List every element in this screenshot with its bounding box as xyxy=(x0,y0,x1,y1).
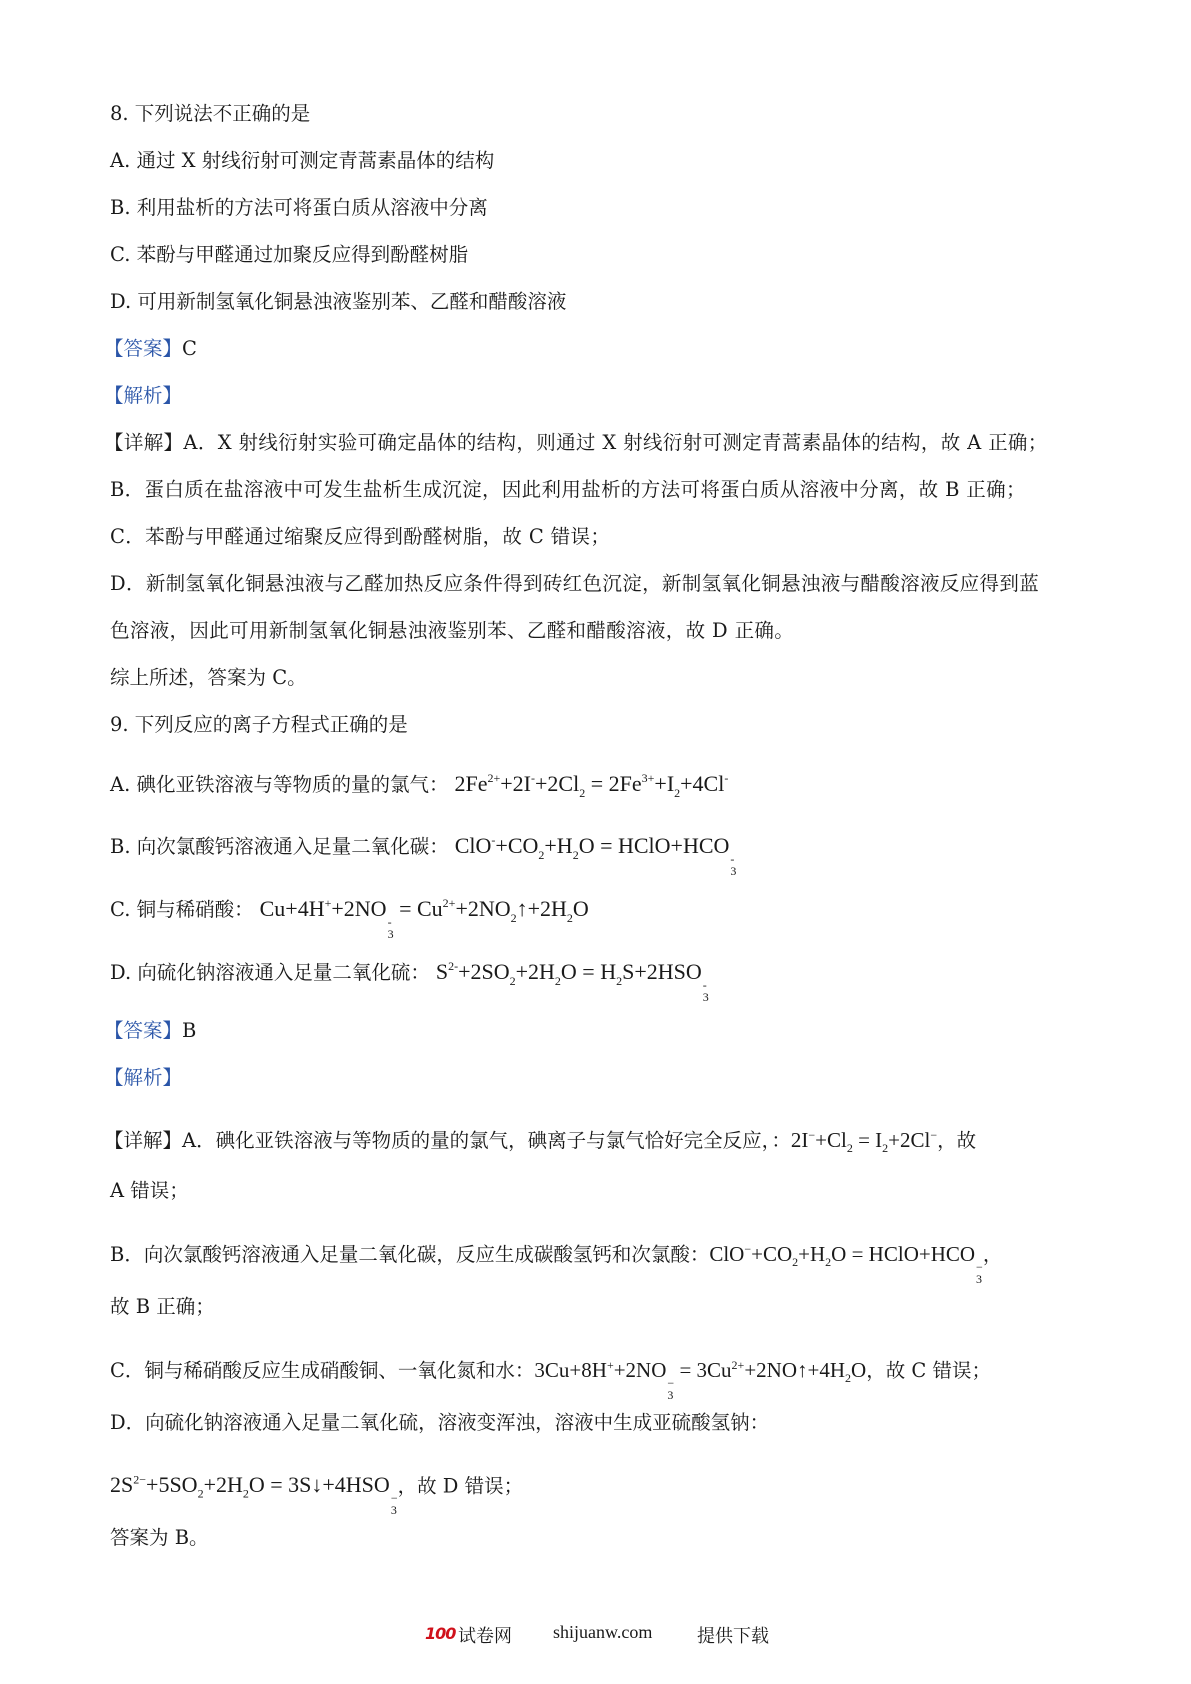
footer-download: 提供下载 xyxy=(697,1626,769,1647)
q8-detail-2: B．蛋白质在盐溶液中可发生盐析生成沉淀，因此利用盐析的方法可将蛋白质从溶液中分离，故 B 正确； xyxy=(110,478,1026,501)
footer-url[interactable]: shijuanw.com xyxy=(553,1622,653,1642)
footer-site-name: 试卷网 xyxy=(458,1626,512,1647)
detail-tag: 【详解】 xyxy=(104,431,184,454)
q8-summary: 综上所述，答案为 C。 xyxy=(110,666,307,689)
q9-detail-5: $2S^{2-}+5SO_2+2H_2O$ = 3S↓+4HSO − 3 ，故 D 错误； xyxy=(110,1472,524,1518)
q8-detail-4: D．新制氢氧化铜悬浊液与乙醛加热反应条件得到砖红色沉淀，新制氢氧化铜悬浊液与醋酸溶液反应得到蓝 xyxy=(110,572,1040,595)
q8-option-c: C. 苯酚与甲醛通过加聚反应得到酚醛树脂 xyxy=(110,243,469,266)
q9-detail-2: B．向次氯酸钙溶液通入足量二氧化碳，反应生成碳酸氢钙和次氯酸：$ClO^-+CO_2+H_2O$ = HClO+HCO − 3 ， xyxy=(110,1242,1003,1286)
q9-detail-1b: A 错误； xyxy=(110,1179,189,1202)
equation-e3: 3Cu+8H++2NO − 3 = $3Cu^{2+}+2NO↑+4H_2O$ xyxy=(534,1358,867,1402)
q9-detail-1: 【详解】A．碘化亚铁溶液与等物质的量的氯气，碘离子与氯气恰好完全反应，：$2I^-+Cl_2 = I_2+2Cl^-$，故 xyxy=(104,1128,977,1156)
q8-option-d: D. 可用新制氢氧化铜悬浊液鉴别苯、乙醛和醋酸溶液 xyxy=(110,290,567,313)
q8-detail-3: C．苯酚与甲醛通过缩聚反应得到酚醛树脂，故 C 错误； xyxy=(110,525,611,548)
equation-d: $S^{2-}+2SO_2+2H_2O = H_2S+2HSO$ - 3 xyxy=(435,959,709,1004)
q9-option-d: D. 向硫化钠溶液通入足量二氧化硫： $S^{2-}+2SO_2+2H_2O = H_2S+2HSO$ - 3 xyxy=(110,959,709,1004)
answer-tag: 【答案】 xyxy=(104,1019,183,1042)
q8-answer-line xyxy=(104,335,197,363)
equation-a: $2Fe^{2+}+2I^-+2Cl_2 = 2Fe^{3+}+I_2+4Cl^-$ xyxy=(454,771,729,800)
q9-option-a: A. 碘化亚铁溶液与等物质的量的氯气： $2Fe^{2+}+2I^-+2Cl_2 = 2Fe^{3+}+I_2+4Cl^-$ xyxy=(110,771,729,800)
q9-stem: 9. 下列反应的离子方程式正确的是 xyxy=(110,713,408,736)
q9-detail-4: D．向硫化钠溶液通入足量二氧化硫，溶液变浑浊，溶液中生成亚硫酸氢钠： xyxy=(110,1411,770,1434)
q8-detail-1: 【详解】A．X 射线衍射实验可确定晶体的结构，则通过 X 射线衍射可测定青蒿素晶体的结构，故 A 正确； xyxy=(104,431,1048,454)
equation-e5: $2S^{2-}+5SO_2+2H_2O$ = 3S↓+4HSO − 3 xyxy=(110,1472,398,1518)
equation-e2: $ClO^-+CO_2+H_2O$ = HClO+HCO − 3 xyxy=(709,1242,983,1286)
q9-summary: 答案为 B。 xyxy=(110,1526,209,1549)
equation-c: Cu+4H++2NO - 3 = $Cu^{2+}+2NO_2↑+2H_2O$ xyxy=(259,896,589,941)
q9-analysis-tag: 【解析】 xyxy=(104,1066,183,1089)
equation-e1: $2I^-+Cl_2 = I_2+2Cl^-$ xyxy=(790,1128,938,1156)
q9-answer: B xyxy=(182,1019,197,1042)
answer-tag: 【答案】 xyxy=(104,337,183,360)
equation-b: $ClO^-+CO_2+H_2O$ = HClO+HCO - 3 xyxy=(454,833,737,878)
q9-detail-3: C．铜与稀硝酸反应生成硝酸铜、一氧化氮和水：3Cu+8H++2NO − 3 = $3Cu^{2+}+2NO↑+4H_2O$，故 C 错误； xyxy=(110,1358,992,1402)
site-logo: 100 xyxy=(425,1624,456,1643)
q8-answer: C xyxy=(182,337,197,360)
q8-detail-5: 色溶液，因此可用新制氢氧化铜悬浊液鉴别苯、乙醛和醋酸溶液，故 D 正确。 xyxy=(110,619,795,642)
q9-option-b: B. 向次氯酸钙溶液通入足量二氧化碳： $ClO^-+CO_2+H_2O$ = HClO+HCO - 3 xyxy=(110,833,737,878)
detail-tag: 【详解】 xyxy=(104,1129,183,1152)
q8-option-a: A. 通过 X 射线衍射可测定青蒿素晶体的结构 xyxy=(110,149,495,172)
q9-option-c: C. 铜与稀硝酸： Cu+4H++2NO - 3 = $Cu^{2+}+2NO_2↑+2H_2O$ xyxy=(110,896,589,941)
q8-option-b: B. 利用盐析的方法可将蛋白质从溶液中分离 xyxy=(110,196,488,219)
q9-answer-line xyxy=(104,1017,196,1045)
q9-detail-2b: 故 B 正确； xyxy=(110,1295,215,1318)
page-footer xyxy=(0,1622,1191,1652)
q8-analysis-tag: 【解析】 xyxy=(104,384,183,407)
q8-stem: 8. 下列说法不正确的是 xyxy=(110,102,311,125)
